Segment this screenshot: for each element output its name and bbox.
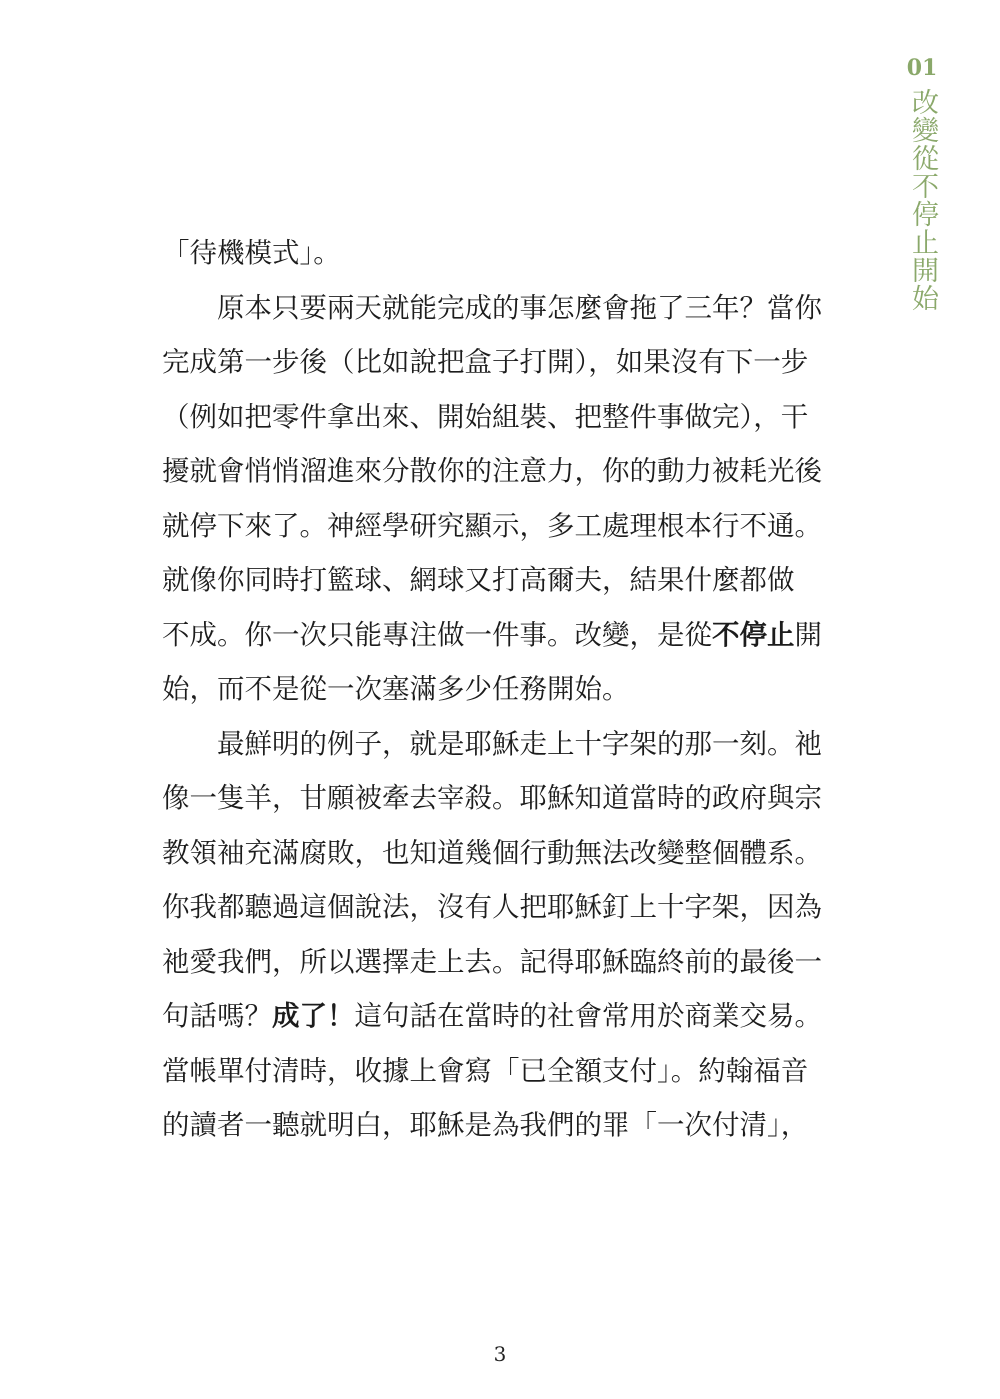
text-line [162,608,842,663]
text-line: （例如把零件拿出來、開始組裝、把整件事做完），干 [162,400,809,433]
text-segment: 不成。你一次只能專注做一件事。改變，是從 [162,618,712,651]
text-line: 你我都聽過這個說法，沒有人把耶穌釘上十字架，因為 [162,891,822,923]
text-line: 最鮮明的例子，就是耶穌走上十字架的那一刻。祂 [217,727,822,760]
text-line: 教領袖充滿腐敗，也知道幾個行動無法改變整個體系。 [162,836,822,869]
text-line: 像一隻羊，甘願被牽去宰殺。耶穌知道當時的政府與宗 [162,782,822,814]
text-line: 就停下來了。神經學研究顯示，多工處理根本行不通。 [162,509,822,542]
text-line: 的讀者一聽就明白，耶穌是為我們的罪「一次付清」， [162,1109,809,1141]
page-number: 3 [493,1342,507,1366]
text-line: 始，而不是從一次塞滿多少任務開始。 [162,673,630,705]
emphasis-text: 不停止 [712,618,795,651]
chapter-title: 改變從不停止開始 [907,88,938,312]
text-segment: 開 [794,618,822,651]
text-line: 擾就會悄悄溜進來分散你的注意力，你的動力被耗光後 [162,455,822,487]
text-line: 原本只要兩天就能完成的事怎麼會拖了三年？當你 [217,291,822,324]
text-line: 完成第一步後（比如說把盒子打開），如果沒有下一步 [162,346,809,378]
text-line: 祂愛我們，所以選擇走上去。記得耶穌臨終前的最後一 [162,945,822,978]
chapter-number: 01 [906,55,938,81]
chapter-side-tab [900,56,944,312]
text-line [162,989,842,1044]
text-line: 就像你同時打籃球、網球又打高爾夫，結果什麼都做 [162,564,795,596]
text-line: 「待機模式」。 [162,237,341,269]
text-segment: 這句話在當時的社會常用於商業交易。 [354,1000,822,1032]
body-text [162,226,842,1153]
text-line: 當帳單付清時，收據上會寫「已全額支付」。約翰福音 [162,1054,809,1087]
emphasis-text: 成了！ [272,1000,355,1032]
text-segment: 句話嗎？ [162,1000,272,1032]
